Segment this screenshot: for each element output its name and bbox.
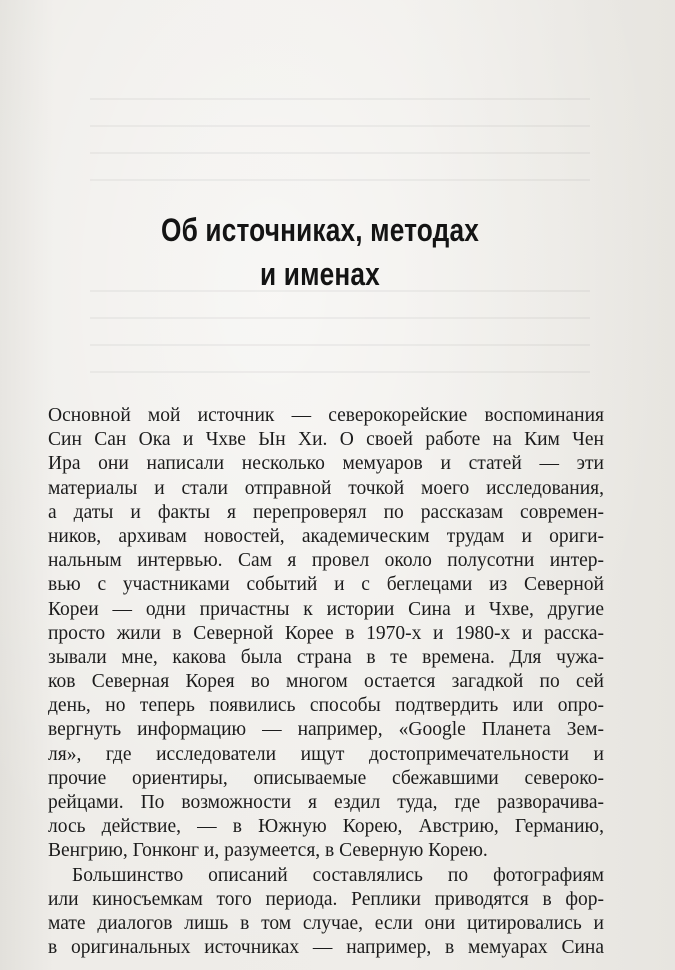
body-text (48, 404, 604, 960)
text-line: вергнуть информацию — например, «Google Планета Зем- (48, 719, 604, 741)
text-line: рейцами. По возможности я ездил туда, где разворачива- (48, 792, 604, 813)
show-through-line (90, 125, 590, 127)
show-through-line (90, 344, 590, 346)
text-line: просто жили в Северной Корее в 1970-х и 1980-х и расска- (48, 622, 604, 644)
text-line: Основной мой источник — северокорейские воспоминания (48, 405, 604, 426)
text-line: ля», где исследователи ищут достопримечательности и (48, 743, 604, 765)
text-line: прочие ориентиры, описываемые сбежавшими северoко- (48, 767, 604, 789)
text-line: Кореи — одни причастны к истории Сина и Чхве, другие (48, 598, 604, 620)
text-line: в оригинальных источниках — например, в мемуарах Сина (48, 937, 604, 959)
text-line: день, но теперь появились способы подтвердить или опро- (48, 695, 604, 717)
text-line: или киносъемкам того периода. Реплики приводятся в фор- (48, 888, 604, 910)
show-through-line (90, 371, 590, 373)
text-line: вью с участниками событий и с беглецами из Северной (48, 574, 604, 596)
text-line: Син Сан Ока и Чхве Ын Хи. О своей работе на Ким Чен (48, 429, 604, 451)
text-line: Ира они написали несколько мемуаров и статей — эти (48, 453, 604, 475)
show-through-line (90, 179, 590, 181)
chapter-title-line-2: и именах (260, 256, 380, 292)
chapter-title (60, 208, 580, 296)
text-line: лось действие, — в Южную Корею, Австрию, Германию, (48, 816, 604, 838)
show-through-line (90, 317, 590, 319)
text-line: мате диалогов лишь в том случае, если они цитировались и (48, 912, 604, 934)
text-line: Венгрию, Гонконг и, разумеется, в Северную Корею. (48, 840, 488, 862)
text-line: материалы и стали отправной точкой моего исследования, (48, 477, 604, 499)
text-line: ников, архивам новостей, академическим трудам и ориги- (48, 525, 604, 547)
show-through-line (90, 152, 590, 154)
text-line: нальным интервью. Сам я провел около полусотни интер- (48, 550, 604, 572)
text-line: Большинство описаний составлялись по фотографиям (72, 864, 604, 886)
text-line: а даты и факты я перепроверял по рассказам современ- (48, 501, 604, 523)
chapter-title-line-1: Об источниках, методах (161, 212, 479, 248)
show-through-line (90, 98, 590, 100)
text-line: зывали мне, какова была страна в те времена. Для чужа- (48, 646, 604, 668)
text-line: ков Северная Корея во многом остается загадкой по сей (48, 671, 604, 693)
